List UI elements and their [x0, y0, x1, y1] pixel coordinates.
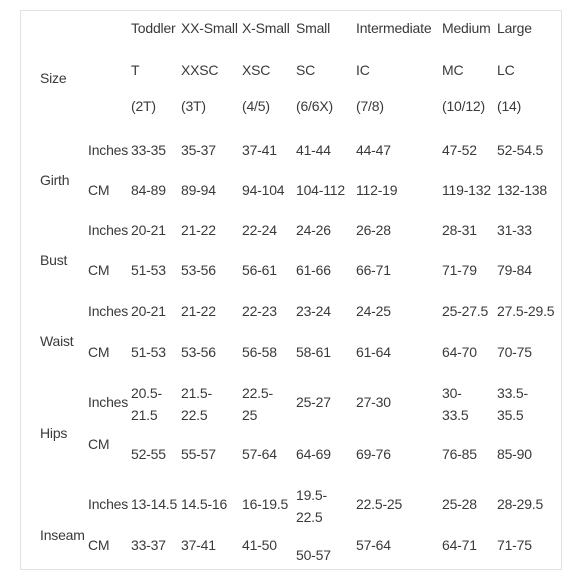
cell-value: 52-54.5 — [497, 142, 544, 158]
cell-value: 51-53 — [131, 262, 166, 278]
cell-value: 55-57 — [181, 446, 216, 462]
cell-value: 64-69 — [296, 446, 331, 462]
size-name: Small — [296, 20, 331, 36]
cell-value: 76-85 — [442, 446, 477, 462]
size-code: LC — [497, 62, 515, 78]
cell-value: 21.5-22.5 — [181, 385, 212, 423]
cell-value: 35-37 — [181, 142, 216, 158]
cell-value: 71-79 — [442, 262, 477, 278]
cell-value: 85-90 — [497, 446, 532, 462]
cell-value: 41-50 — [242, 537, 277, 553]
cell-value: 57-64 — [242, 446, 277, 462]
cell-value: 22-24 — [242, 222, 277, 238]
cell-value: 20.5-21.5 — [131, 385, 162, 423]
cell-value: 44-47 — [356, 142, 391, 158]
cell-value: 64-70 — [442, 344, 477, 360]
unit-label: Inches — [88, 222, 129, 238]
cell-value: 69-76 — [356, 446, 391, 462]
cell-value: 20-21 — [131, 303, 166, 319]
cell-value: 31-33 — [497, 222, 532, 238]
cell-value: 41-44 — [296, 142, 331, 158]
cell-value: 112-19 — [356, 182, 398, 198]
unit-label: CM — [88, 344, 110, 360]
size-range: (10/12) — [442, 98, 485, 114]
cell-value: 28-31 — [442, 222, 477, 238]
cell-value: 56-61 — [242, 262, 277, 278]
size-range: (7/8) — [356, 98, 384, 114]
cell-value: 33-37 — [131, 537, 166, 553]
unit-label: CM — [88, 436, 110, 452]
cell-value: 24-25 — [356, 303, 391, 319]
size-code: XSC — [242, 62, 271, 78]
measurement-label: Waist — [40, 333, 74, 349]
unit-label: Inches — [88, 394, 129, 410]
measurement-label: Bust — [40, 252, 68, 268]
cell-value: 104-112 — [296, 182, 345, 198]
cell-value: 58-61 — [296, 344, 331, 360]
unit-label: Inches — [88, 142, 129, 158]
cell-value: 66-71 — [356, 262, 391, 278]
cell-value: 37-41 — [242, 142, 277, 158]
cell-value: 25-27.5 — [442, 303, 489, 319]
size-code: SC — [296, 62, 316, 78]
cell-value: 119-132 — [442, 182, 491, 198]
cell-value: 61-64 — [356, 344, 391, 360]
unit-label: Inches — [88, 303, 129, 319]
cell-value: 30-33.5 — [442, 385, 469, 423]
cell-value: 84-89 — [131, 182, 166, 198]
cell-value: 22.5-25 — [356, 496, 403, 512]
cell-value: 53-56 — [181, 344, 216, 360]
measurement-label: Girth — [40, 172, 70, 188]
unit-label: CM — [88, 262, 110, 278]
cell-value: 70-75 — [497, 344, 532, 360]
size-range: (2T) — [131, 98, 156, 114]
size-row-label: Size — [40, 70, 67, 86]
cell-value: 57-64 — [356, 537, 391, 553]
unit-label: Inches — [88, 496, 129, 512]
cell-value: 20-21 — [131, 222, 166, 238]
cell-value: 79-84 — [497, 262, 532, 278]
cell-value: 14.5-16 — [181, 496, 228, 512]
cell-value: 33.5-35.5 — [497, 385, 528, 423]
size-name: Intermediate — [356, 20, 432, 36]
cell-value: 21-22 — [181, 303, 216, 319]
cell-value: 23-24 — [296, 303, 331, 319]
cell-value: 22.5-25 — [242, 385, 273, 423]
size-code: XXSC — [181, 62, 219, 78]
cell-value: 71-75 — [497, 537, 532, 553]
size-range: (4/5) — [242, 98, 270, 114]
cell-value: 21-22 — [181, 222, 216, 238]
cell-value: 25-27 — [296, 394, 331, 410]
cell-value: 37-41 — [181, 537, 216, 553]
cell-value: 27-30 — [356, 394, 391, 410]
cell-value: 27.5-29.5 — [497, 303, 555, 319]
cell-value: 56-58 — [242, 344, 277, 360]
size-range: (14) — [497, 98, 522, 114]
size-name: Large — [497, 20, 532, 36]
measurement-label: Hips — [40, 425, 68, 441]
cell-value: 13-14.5 — [131, 496, 178, 512]
cell-value: 50-57 — [296, 547, 331, 563]
size-name: X-Small — [242, 20, 290, 36]
unit-label: CM — [88, 537, 110, 553]
size-range: (6/6X) — [296, 98, 333, 114]
size-code: IC — [356, 62, 370, 78]
cell-value: 47-52 — [442, 142, 477, 158]
cell-value: 28-29.5 — [497, 496, 544, 512]
measurement-label: Inseam — [40, 527, 85, 543]
cell-value: 24-26 — [296, 222, 331, 238]
size-name: Medium — [442, 20, 491, 36]
cell-value: 33-35 — [131, 142, 166, 158]
cell-value: 53-56 — [181, 262, 216, 278]
cell-value: 22-23 — [242, 303, 277, 319]
size-code: T — [131, 62, 140, 78]
cell-value: 64-71 — [442, 537, 477, 553]
size-range: (3T) — [181, 98, 206, 114]
cell-value: 132-138 — [497, 182, 547, 198]
cell-value: 26-28 — [356, 222, 391, 238]
size-name: XX-Small — [181, 20, 238, 36]
cell-value: 16-19.5 — [242, 496, 289, 512]
cell-value: 94-104 — [242, 182, 285, 198]
cell-value: 19.5-22.5 — [296, 487, 327, 525]
cell-value: 25-28 — [442, 496, 477, 512]
cell-value: 51-53 — [131, 344, 166, 360]
size-name: Toddler — [131, 20, 176, 36]
cell-value: 89-94 — [181, 182, 216, 198]
cell-value: 61-66 — [296, 262, 331, 278]
size-code: MC — [442, 62, 464, 78]
cell-value: 52-55 — [131, 446, 166, 462]
unit-label: CM — [88, 182, 110, 198]
